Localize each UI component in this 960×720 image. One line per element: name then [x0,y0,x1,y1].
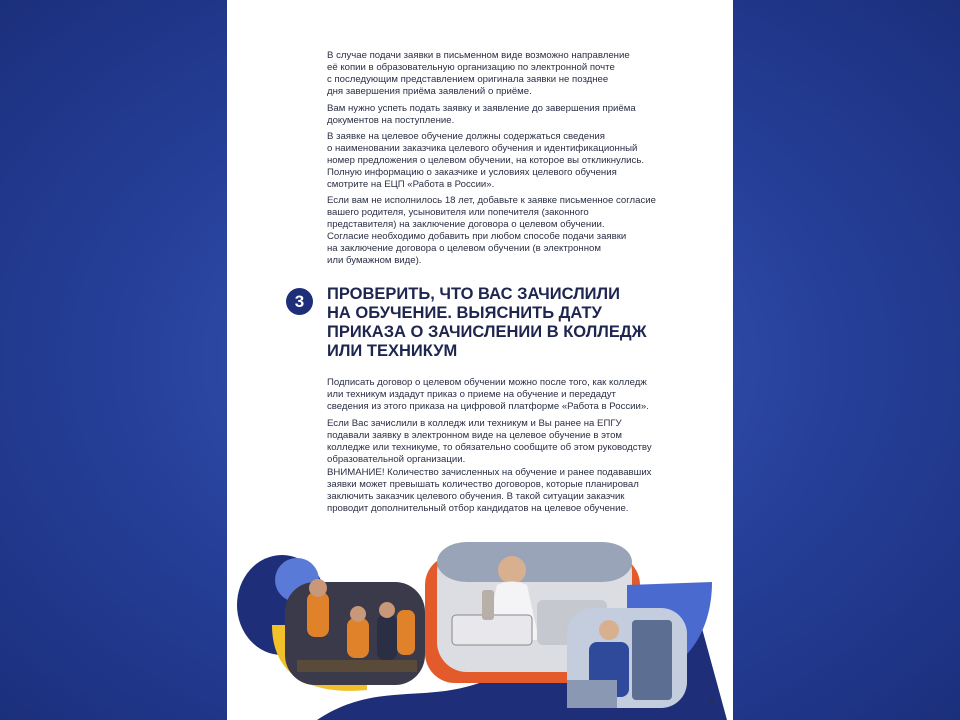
paragraph-sign-contract: Подписать договор о целевом обучении можно после того, как колледж или техникум издадут приказ о приеме на обучение и передадут сведения из этого приказа на цифровой платформе «Работа в России». [327,377,649,412]
document-page [227,0,733,720]
paragraph-application-contents: В заявке на целевое обучение должны содержаться сведения о наименовании заказчика целевого обучения и идентификационный номер предложения о целевом обучении, на которое вы откликнулись. Полную информацию о заказчике и условиях целевого обучения смотрите на ЕЦП «Работа в России». [327,131,645,190]
paragraph-under-18: Если вам не исполнилось 18 лет, добавьте к заявке письменное согласие вашего родителя, усыновителя или попечителя (законного представителя) на заключение договора о целевом обучении. Согласие необходимо добавить при любом способе подачи заявки на заключение договора о целевом обучении (в электронном или бумажном виде). [327,195,656,266]
paragraph-enrolled: Если Вас зачислили в колледж или техникум и Вы ранее на ЕПГУ подавали заявку в электронном виде на целевое обучение в этом колледже или техникуме, то обязательно сообщите об этом руководству образовательной организации. [327,418,652,465]
paragraph-written-application: В случае подачи заявки в письменном виде возможно направление её копии в образовательную организацию по электронной почте с последующим представлением оригинала заявки не позднее дня завершения приёма заявлений о приёме. [327,50,630,97]
paragraph-attention: ВНИМАНИЕ! Количество зачисленных на обучение и ранее подававших заявки может превышать количество договоров, которые планировал заключить заказчик целевого обучения. В такой ситуации заказчик проводит дополнительный отбор кандидатов на целевое обучение. [327,467,652,514]
step-number-badge: 3 [286,288,313,315]
paragraph-deadline: Вам нужно успеть подать заявку и заявление до завершения приёма документов на поступление. [327,103,636,126]
step-heading: ПРОВЕРИТЬ, ЧТО ВАС ЗАЧИСЛИЛИ НА ОБУЧЕНИЕ. ВЫЯСНИТЬ ДАТУ ПРИКАЗА О ЗАЧИСЛЕНИИ В КОЛЛЕДЖ ИЛИ ТЕХНИКУМ [327,285,647,360]
decorative-collage [227,530,733,720]
page-number: 3 [708,695,714,705]
